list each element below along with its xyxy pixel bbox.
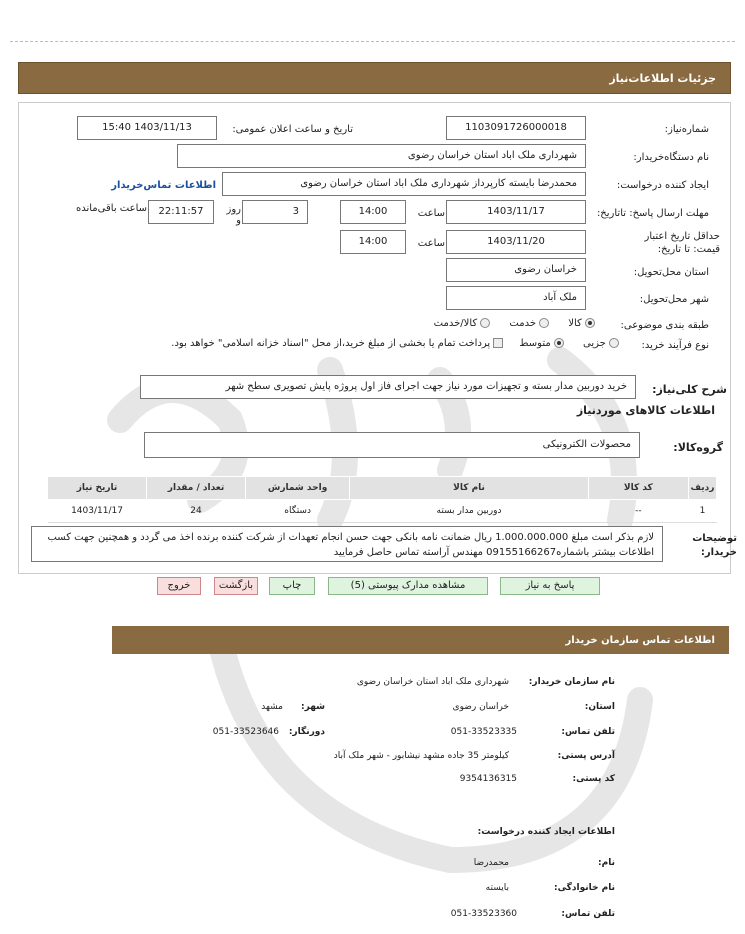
col-date: تاریخ نیاز: [48, 477, 147, 500]
radio-goods-label: کالا: [568, 318, 582, 329]
creator-heading: اطلاعات ایجاد کننده درخواست:: [477, 827, 615, 837]
creator-name-value: محمدرضا: [473, 858, 509, 868]
cell-name: دوربین مدار بسته: [350, 500, 589, 523]
radio-service-label: خدمت: [509, 318, 537, 329]
cell-row: 1: [688, 500, 716, 523]
reply-time-label: ساعت: [417, 208, 445, 219]
col-quantity: تعداد / مقدار: [147, 477, 246, 500]
table-header-row: [48, 477, 717, 500]
notes-field: لازم بذکر است مبلغ 1.000.000.000 ریال ضمانت نامه بانکی جهت حسن انجام تعهدات از شرکت کننده برنده اخذ می گردد و همچنین جهت کسب اطلاعات بیشتر باشماره09155166267 مهندس آراسته تماس حاصل فرمایید: [31, 526, 663, 562]
fax-value: 051-33523646: [212, 727, 279, 737]
postal-value: 9354136315: [459, 774, 517, 784]
summary-field: خرید دوربین مدار بسته و تجهیزات مورد نیاز جهت اجرای فاز اول پروژه پایش تصویری سطح شهر: [140, 375, 636, 399]
cell-date: 1403/11/17: [48, 500, 147, 523]
col-unit: واحد شمارش: [246, 477, 350, 500]
requester-label: ایجاد کننده درخواست:: [616, 180, 709, 191]
org-label: نام سازمان خریدار:: [528, 677, 615, 687]
page-header: [18, 62, 731, 94]
contact-province-label: استان:: [584, 702, 615, 712]
notes-label: توضیحات خریدار:: [692, 533, 737, 558]
address-value: کیلومتر 35 جاده مشهد نیشابور - شهر ملک آباد: [333, 751, 509, 761]
goods-table: [47, 476, 717, 523]
goods-group-field: محصولات الکترونیکی: [144, 432, 640, 458]
announce-date-label: تاریخ و ساعت اعلان عمومی:: [232, 124, 353, 135]
reply-date-field: 1403/11/17: [446, 200, 586, 224]
province-label: استان محل‌تحویل:: [633, 267, 709, 278]
print-button[interactable]: چاپ: [269, 577, 315, 595]
days-field: 3: [242, 200, 308, 224]
days-label: روز و: [226, 204, 241, 226]
validity-date-field: 1403/11/20: [446, 230, 586, 254]
goods-group-label: گروه‌کالا:: [673, 441, 723, 454]
need-number-field: 1103091726000018: [446, 116, 586, 140]
attachments-button[interactable]: مشاهده مدارک پیوستی (5): [328, 577, 488, 595]
category-label: طبقه بندی موضوعی:: [620, 320, 709, 331]
creator-name-label: نام:: [598, 858, 615, 868]
contact-province-value: خراسان رضوی: [452, 702, 509, 712]
table-row: [48, 500, 717, 523]
announce-date-field: 1403/11/13 15:40: [77, 116, 217, 140]
purchase-type-label: نوع فرآیند خرید:: [641, 340, 709, 351]
cell-code: --: [588, 500, 688, 523]
validity-time-field: 14:00: [340, 230, 406, 254]
col-row: ردیف: [688, 477, 716, 500]
min-validity-label: حداقل تاریخ اعتبار قیمت: تا تاریخ:: [644, 231, 720, 255]
contact-header: [112, 626, 729, 654]
province-field: خراسان رضوی: [446, 258, 586, 282]
contact-city-label: شهر:: [301, 702, 325, 712]
creator-family-value: بایسته: [485, 883, 509, 893]
col-code: کد کالا: [588, 477, 688, 500]
creator-family-label: نام خانوادگی:: [553, 883, 615, 893]
contact-phone-value: 051-33523335: [450, 727, 517, 737]
summary-label: شرح کلی‌نیاز:: [652, 383, 727, 396]
buyer-org-label: نام دستگاه‌خریدار:: [633, 152, 709, 163]
fax-label: دورنگار:: [288, 727, 325, 737]
col-name: نام کالا: [350, 477, 589, 500]
exit-button[interactable]: خروج: [157, 577, 201, 595]
radio-minor-label: جزیی: [582, 338, 606, 349]
radio-service[interactable]: [539, 318, 549, 328]
reply-time-field: 14:00: [340, 200, 406, 224]
validity-time-label: ساعت: [417, 238, 445, 249]
reply-button[interactable]: پاسخ به نیاز: [500, 577, 600, 595]
category-options: [434, 318, 595, 329]
creator-phone-label: تلفن تماس:: [561, 909, 615, 919]
org-value: شهرداری ملک اباد استان خراسان رضوی: [356, 677, 509, 687]
radio-medium-label: متوسط: [519, 338, 551, 349]
reply-deadline-label: مهلت ارسال پاسخ: تاتاریخ:: [596, 208, 709, 219]
treasury-checkbox[interactable]: [493, 338, 503, 348]
payment-note: پرداخت تمام یا بخشی از مبلغ خرید،از محل "اسناد خزانه اسلامی" خواهد بود.: [171, 338, 491, 349]
radio-minor[interactable]: [609, 338, 619, 348]
cell-unit: دستگاه: [246, 500, 350, 523]
radio-goods-service[interactable]: [480, 318, 490, 328]
top-divider: [10, 41, 735, 42]
buyer-contact-link[interactable]: اطلاعات تماس‌خریدار: [111, 180, 216, 191]
buyer-org-field: شهرداری ملک اباد استان خراسان رضوی: [177, 144, 586, 168]
contact-title: اطلاعات تماس سازمان خریدار: [565, 635, 715, 646]
creator-phone-value: 051-33523360: [450, 909, 517, 919]
cell-quantity: 24: [147, 500, 246, 523]
back-button[interactable]: بازگشت: [214, 577, 258, 595]
city-field: ملک آباد: [446, 286, 586, 310]
need-number-label: شماره‌نیاز:: [664, 124, 709, 135]
contact-phone-label: تلفن تماس:: [561, 727, 615, 737]
page-title: جزئیات اطلاعات‌نیاز: [609, 72, 716, 85]
postal-label: کد پستی:: [572, 774, 615, 784]
remaining-time-field: 22:11:57: [148, 200, 214, 224]
requester-field: محمدرضا بایسته کارپرداز شهرداری ملک اباد استان خراسان رضوی: [222, 172, 586, 196]
radio-medium[interactable]: [554, 338, 564, 348]
remaining-time-label: ساعت باقی‌مانده: [75, 203, 147, 214]
address-label: آدرس پستی:: [557, 751, 615, 761]
purchase-options: [171, 338, 619, 349]
contact-city-value: مشهد: [261, 702, 283, 712]
radio-goods-service-label: کالا/خدمت: [433, 318, 478, 329]
city-label: شهر محل‌تحویل:: [639, 294, 709, 305]
goods-info-heading: اطلاعات کالاهای موردنیاز: [576, 404, 715, 417]
radio-goods[interactable]: [585, 318, 595, 328]
